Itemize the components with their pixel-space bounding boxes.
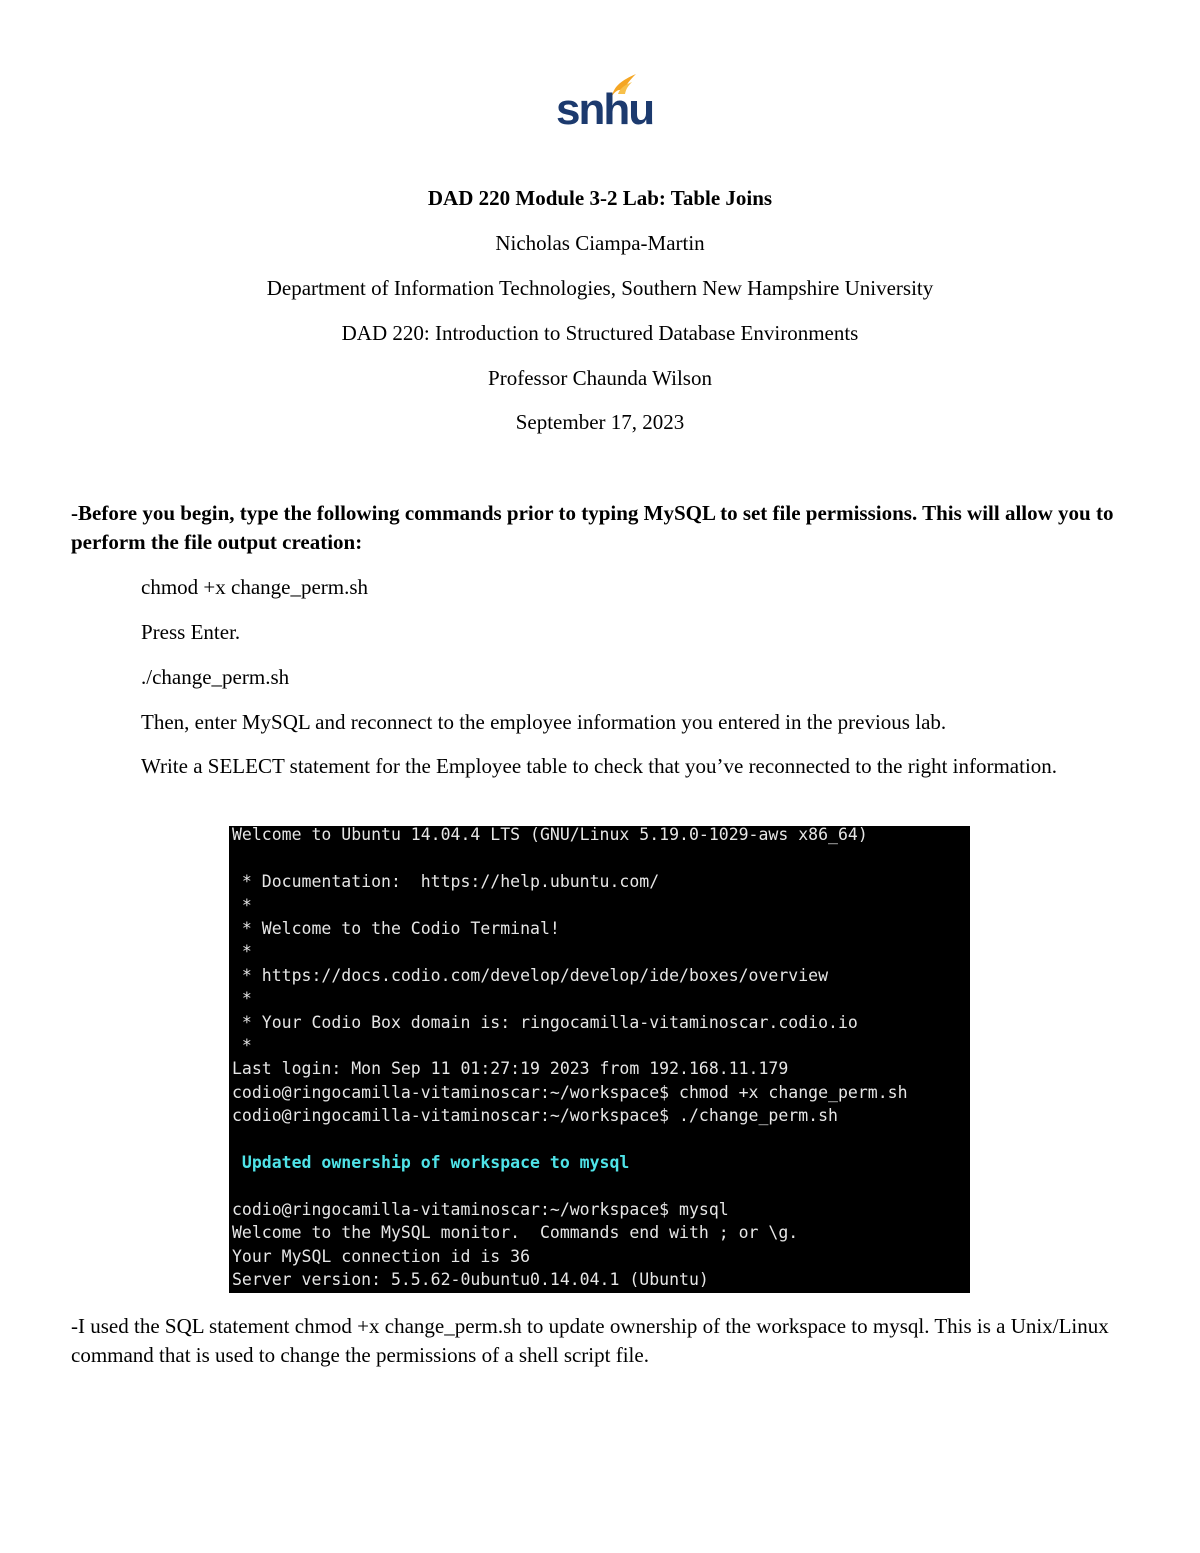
document-title: DAD 220 Module 3-2 Lab: Table Joins <box>427 186 773 210</box>
author-name: Nicholas Ciampa-Martin <box>495 231 705 255</box>
terminal-line: * <box>232 989 252 1008</box>
step-press-enter: Press Enter. <box>141 620 241 644</box>
conclusion-paragraph: -I used the SQL statement chmod +x change_perm.sh to update ownership of the workspace to mysql. This is a Unix/Linux command that is used to change the permissions of a shell script file. <box>71 1314 1109 1367</box>
terminal-line: * <box>232 1036 252 1055</box>
instructions-heading: -Before you begin, type the following commands prior to typing MySQL to set file permissions. This will allow you to perform the file output creation: <box>71 501 1114 554</box>
department: Department of Information Technologies, Southern New Hampshire University <box>266 276 934 300</box>
terminal-line: * <box>232 942 252 961</box>
terminal-line: Welcome to the MySQL monitor. Commands end with ; or \g. <box>232 1223 799 1242</box>
snhu-logo <box>556 72 654 134</box>
document-date: September 17, 2023 <box>515 410 685 434</box>
terminal-line: * Your Codio Box domain is: ringocamilla-vitaminoscar.codio.io <box>232 1013 858 1032</box>
step-enter-mysql: Then, enter MySQL and reconnect to the employee information you entered in the previous lab. <box>141 710 947 734</box>
terminal-line: * Welcome to the Codio Terminal! <box>232 919 560 938</box>
course-name: DAD 220: Introduction to Structured Database Environments <box>341 321 859 345</box>
professor-name: Professor Chaunda Wilson <box>488 366 712 390</box>
logo-text: snhu <box>556 85 654 134</box>
terminal-line: Last login: Mon Sep 11 01:27:19 2023 from 192.168.11.179 <box>232 1059 789 1078</box>
terminal-line: codio@ringocamilla-vitaminoscar:~/workspace$ ./change_perm.sh <box>232 1106 838 1125</box>
step-chmod: chmod +x change_perm.sh <box>141 575 369 599</box>
terminal-line: * Documentation: https://help.ubuntu.com/ <box>232 872 660 891</box>
terminal-screenshot <box>229 826 970 1293</box>
step-select-statement: Write a SELECT statement for the Employee table to check that you’ve reconnected to the right information. <box>141 754 1058 778</box>
step-run-script: ./change_perm.sh <box>141 665 290 689</box>
terminal-line-highlight: Updated ownership of workspace to mysql <box>232 1153 630 1172</box>
terminal-line: * https://docs.codio.com/develop/develop/ide/boxes/overview <box>232 966 829 985</box>
terminal-line: codio@ringocamilla-vitaminoscar:~/workspace$ mysql <box>232 1200 729 1219</box>
terminal-line: Welcome to Ubuntu 14.04.4 LTS (GNU/Linux 5.19.0-1029-aws x86_64) <box>232 825 868 844</box>
terminal-line: Your MySQL connection id is 36 <box>232 1247 531 1266</box>
terminal-line: * <box>232 896 252 915</box>
terminal-line: Server version: 5.5.62-0ubuntu0.14.04.1 (Ubuntu) <box>232 1270 709 1289</box>
terminal-line: codio@ringocamilla-vitaminoscar:~/workspace$ chmod +x change_perm.sh <box>232 1083 908 1102</box>
